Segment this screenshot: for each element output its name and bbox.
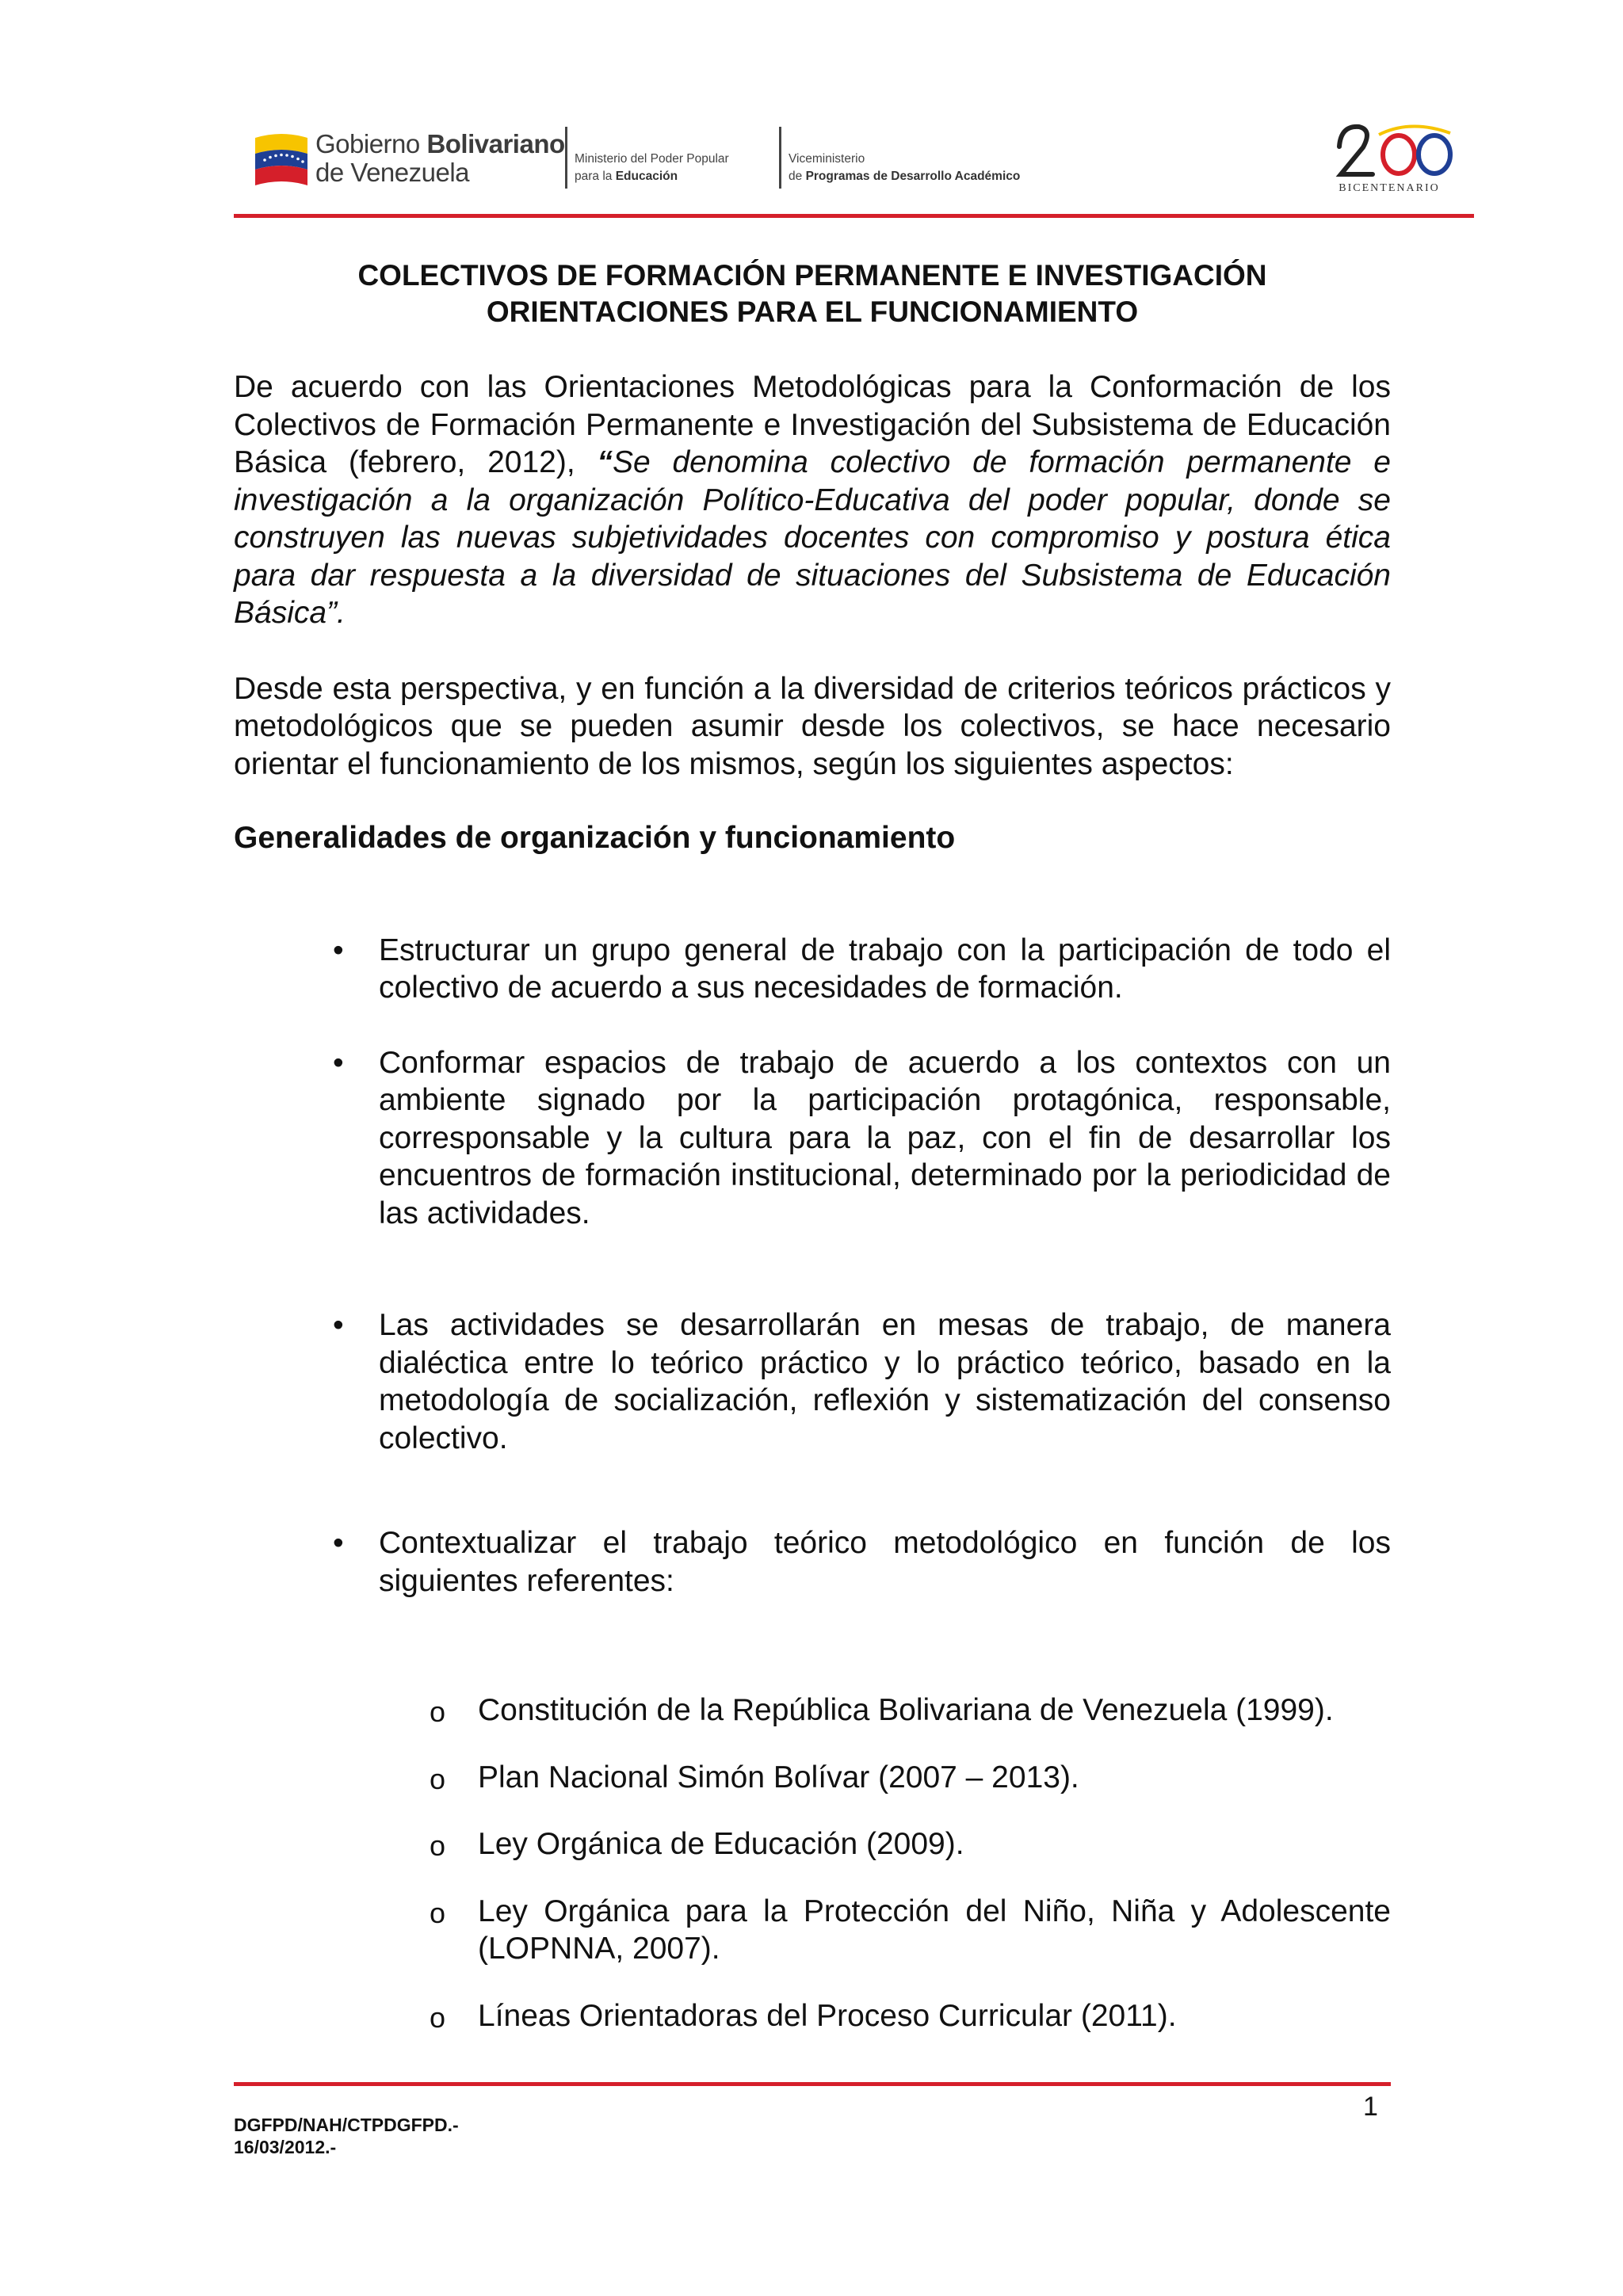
footer-divider	[234, 2082, 1391, 2086]
bullet-icon: •	[333, 1045, 344, 1080]
bicentenario-label: BICENTENARIO	[1338, 182, 1440, 194]
bullet-icon: •	[333, 933, 344, 967]
sub-bullet-icon: o	[430, 1896, 446, 1929]
ministerio-text: Ministerio del Poder Popular para la Educación	[575, 152, 729, 183]
sub-bullet-icon: o	[430, 1762, 446, 1795]
header-separator	[779, 127, 781, 189]
referentes-list	[234, 1691, 1391, 2035]
document-title	[234, 257, 1391, 330]
gobierno-text	[315, 130, 565, 187]
page-number: 1	[1363, 2092, 1378, 2122]
referente-item: o Constitución de la República Bolivariana de Venezuela (1999).	[234, 1691, 1391, 1730]
document-reference-code	[234, 2114, 459, 2158]
bullet-item: • Las actividades se desarrollarán en mesas de trabajo, de manera dialéctica entre lo teórico práctico y lo práctico teórico, basado en la metodología de socialización, reflexión y sistematización del consenso colectivo.	[333, 1308, 1391, 1455]
referente-item: o Líneas Orientadoras del Proceso Curricular (2011).	[234, 1997, 1391, 2035]
reference-date-line: 16/03/2012.-	[234, 2137, 337, 2157]
referente-item: o Ley Orgánica para la Protección del Niño, Niña y Adolescente (LOPNNA, 2007).	[430, 1894, 1391, 1966]
document-body	[234, 257, 1391, 2035]
definition-quote: Se denomina colectivo de formación permanente e investigación a la organización Político-Educativa del poder popular, donde se construyen las nuevas subjetividades docentes con compromiso y postura ética para dar respuesta a la diversidad de situaciones del Subsistema de Educación Básica”.	[234, 445, 1391, 630]
section-heading: Generalidades de organización y funcionamiento	[234, 821, 956, 855]
header-separator	[565, 127, 567, 189]
header-divider	[234, 214, 1474, 218]
bullet-icon: •	[333, 1526, 344, 1560]
referente-item: o Plan Nacional Simón Bolívar (2007 – 2013).	[234, 1759, 1391, 1797]
sub-bullet-icon: o	[430, 1829, 446, 1862]
intro-paragraph: De acuerdo con las Orientaciones Metodológicas para la Conformación de los Colectivos de Formación Permanente e Investigación del Subsistema de Educación Básica (febrero, 2012), “Se denomina colectivo de formación permanente e investigación a la organización Político-Educativa del poder popular, donde se construyen las nuevas subjetividades docentes con compromiso y postura ética para dar respuesta a la diversidad de situaciones del Subsistema de Educación Básica”.	[234, 370, 1391, 630]
page-header	[234, 111, 1470, 206]
perspective-paragraph: Desde esta perspectiva, y en función a la diversidad de criterios teóricos prácticos y metodológicos que se pueden asumir desde los colectivos, se hace necesario orientar el funcionamiento de los mismos, según los siguientes aspectos:	[234, 671, 1391, 781]
bullet-item: • Contextualizar el trabajo teórico metodológico en función de los siguientes referentes:	[333, 1526, 1391, 1598]
title-line-1: COLECTIVOS DE FORMACIÓN PERMANENTE E INVESTIGACIÓN	[357, 259, 1267, 292]
reference-code-line: DGFPD/NAH/CTPDGFPD.-	[234, 2115, 459, 2135]
sub-bullet-icon: o	[430, 1695, 446, 1728]
title-line-2: ORIENTACIONES PARA EL FUNCIONAMIENTO	[486, 296, 1139, 328]
sub-bullet-icon: o	[430, 2000, 446, 2034]
bullet-list	[234, 932, 1391, 1600]
bullet-item: • Estructurar un grupo general de trabajo con la participación de todo el colectivo de acuerdo a sus necesidades de formación.	[333, 933, 1391, 1005]
gobierno-line-2: de Venezuela	[315, 158, 470, 187]
referente-item: o Ley Orgánica de Educación (2009).	[234, 1825, 1391, 1863]
venezuela-flag-icon	[254, 130, 309, 190]
bullet-item: • Conformar espacios de trabajo de acuerdo a los contextos con un ambiente signado por la participación protagónica, responsable, corresponsable y la cultura para la paz, con el fin de desarrollar los encuentros de formación institucional, determinado por la periodicidad de las actividades.	[333, 1045, 1391, 1230]
viceministerio-text: Viceministerio de Programas de Desarrollo Académico	[789, 152, 1021, 183]
gobierno-line-1: Gobierno Bolivariano	[315, 129, 565, 158]
bullet-icon: •	[333, 1308, 344, 1342]
